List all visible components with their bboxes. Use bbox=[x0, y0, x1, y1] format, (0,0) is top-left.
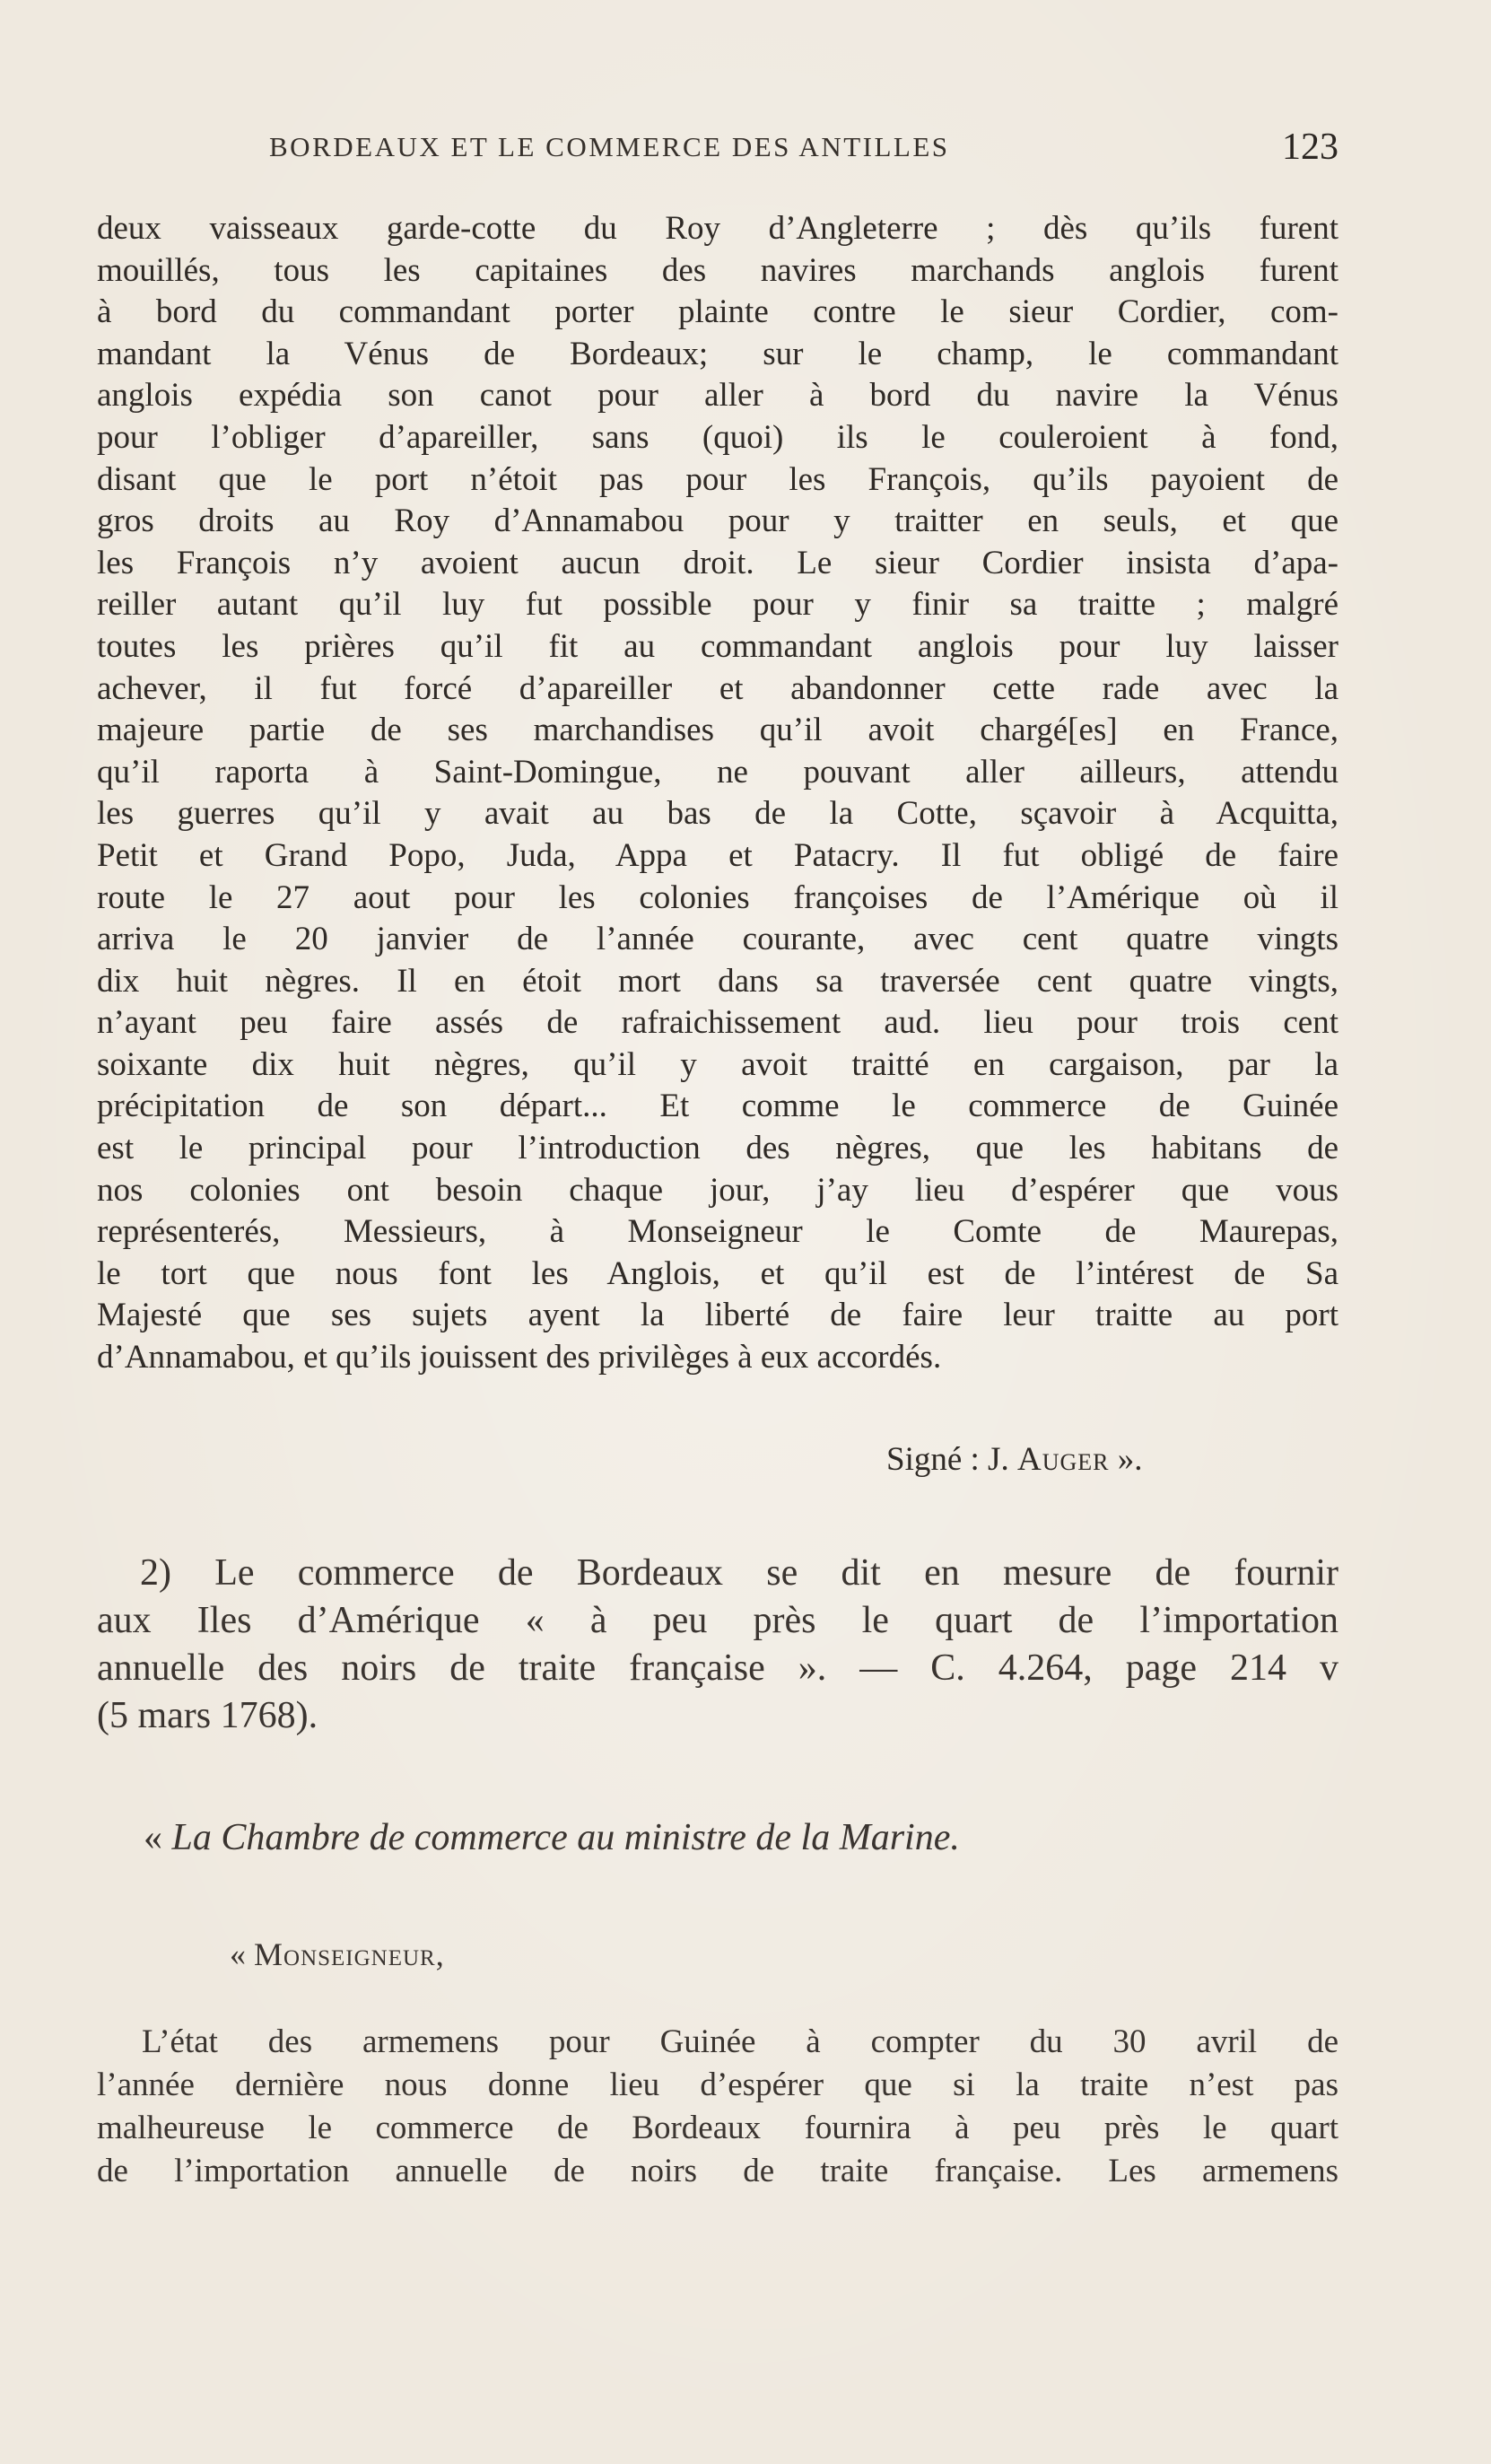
text-line: qu’il raporta à Saint-Domingue, ne pouvant aller ailleurs, attendu bbox=[97, 753, 1338, 791]
text-line: les guerres qu’il y avait au bas de la Cotte, sçavoir à Acquitta, bbox=[97, 795, 1338, 833]
text-line: pour l’obliger d’apareiller, sans (quoi) ils le couleroient à fond, bbox=[97, 418, 1338, 456]
page-number: 123 bbox=[1282, 127, 1338, 168]
running-title: BORDEAUX ET LE COMMERCE DES ANTILLES bbox=[269, 131, 950, 162]
signature-line bbox=[886, 1440, 1142, 1479]
text-line: gros droits au Roy d’Annamabou pour y traitter en seuls, et que bbox=[97, 502, 1338, 540]
text-line: malheureuse le commerce de Bordeaux fournira à peu près le quart bbox=[97, 2110, 1338, 2146]
text-line: Majesté que ses sujets ayent la liberté de faire leur traitte au port bbox=[97, 1297, 1338, 1334]
text-line: deux vaisseaux garde-cotte du Roy d’Angleterre ; dès qu’ils furent bbox=[97, 210, 1338, 247]
signature-suffix: ». bbox=[1117, 1441, 1143, 1478]
text-line: Petit et Grand Popo, Juda, Appa et Patacry. Il fut obligé de faire bbox=[97, 836, 1338, 874]
text-line: d’Annamabou, et qu’ils jouissent des privilèges à eux accordés. bbox=[97, 1339, 942, 1376]
salutation bbox=[230, 1935, 445, 1973]
text-line: (5 mars 1768). bbox=[97, 1695, 318, 1736]
signature-name: Auger bbox=[1016, 1441, 1110, 1478]
text-line: mouillés, tous les capitaines des navires marchands anglois furent bbox=[97, 251, 1338, 289]
text-line: précipitation de son départ... Et comme le commerce de Guinée bbox=[97, 1088, 1338, 1125]
text-line: dix huit nègres. Il en étoit mort dans sa traversée cent quatre vingts, bbox=[97, 962, 1338, 1000]
text-line: le tort que nous font les Anglois, et qu’il est de l’intérest de Sa bbox=[97, 1254, 1338, 1292]
text-line: à bord du commandant porter plainte contre le sieur Cordier, com- bbox=[97, 293, 1338, 331]
note-paragraph bbox=[97, 1550, 1338, 1740]
text-line: arriva le 20 janvier de l’année courante, avec cent quatre vingts bbox=[97, 921, 1338, 958]
text-line: aux Iles d’Amérique « à peu près le quart de l’importation bbox=[97, 1600, 1338, 1641]
signature-prefix: Signé : J. bbox=[886, 1441, 1009, 1478]
text-line: mandant la Vénus de Bordeaux; sur le champ, le commandant bbox=[97, 335, 1338, 372]
running-header bbox=[269, 126, 1338, 168]
text-line: achever, il fut forcé d’apareiller et abandonner cette rade avec la bbox=[97, 669, 1338, 707]
text-line: 2) Le commerce de Bordeaux se dit en mesure de fournir bbox=[140, 1552, 1338, 1594]
text-line: L’état des armemens pour Guinée à compter du 30 avril de bbox=[142, 2023, 1338, 2060]
letter2-body-paragraph bbox=[97, 2021, 1338, 2193]
text-line: de l’importation annuelle de noirs de traite française. Les armemens bbox=[97, 2153, 1338, 2189]
text-line: soixante dix huit nègres, qu’il y avoit traitté en cargaison, par la bbox=[97, 1045, 1338, 1083]
text-line: majeure partie de ses marchandises qu’il avoit chargé[es] en France, bbox=[97, 712, 1338, 749]
text-line: disant que le port n’étoit pas pour les François, qu’ils payoient de bbox=[97, 460, 1338, 498]
text-line: anglois expédia son canot pour aller à bord du navire la Vénus bbox=[97, 377, 1338, 415]
salutation-text: Monseigneur, bbox=[254, 1936, 445, 1972]
text-line: reiller autant qu’il luy fut possible pour y finir sa traitte ; malgré bbox=[97, 586, 1338, 624]
heading-text: La Chambre de commerce au ministre de la Marine. bbox=[171, 1817, 960, 1858]
letter-heading bbox=[144, 1816, 960, 1859]
heading-open-quote: « bbox=[144, 1817, 162, 1858]
letter-body-paragraph bbox=[97, 208, 1338, 1379]
text-line: représenterés, Messieurs, à Monseigneur le Comte de Maurepas, bbox=[97, 1213, 1338, 1251]
text-line: l’année dernière nous donne lieu d’espérer que si la traite n’est pas bbox=[97, 2066, 1338, 2103]
text-line: n’ayant peu faire assés de rafraichissement aud. lieu pour trois cent bbox=[97, 1004, 1338, 1042]
text-line: les François n’y avoient aucun droit. Le sieur Cordier insista d’apa- bbox=[97, 544, 1338, 581]
text-line: est le principal pour l’introduction des nègres, que les habitans de bbox=[97, 1130, 1338, 1167]
text-line: toutes les prières qu’il fit au commandant anglois pour luy laisser bbox=[97, 627, 1338, 665]
text-line: nos colonies ont besoin chaque jour, j’ay lieu d’espérer que vous bbox=[97, 1171, 1338, 1209]
salutation-open-quote: « bbox=[230, 1936, 246, 1972]
text-line: annuelle des noirs de traite française ». — C. 4.264, page 214 v bbox=[97, 1647, 1338, 1689]
text-line: route le 27 aout pour les colonies françoises de l’Amérique où il bbox=[97, 878, 1338, 916]
